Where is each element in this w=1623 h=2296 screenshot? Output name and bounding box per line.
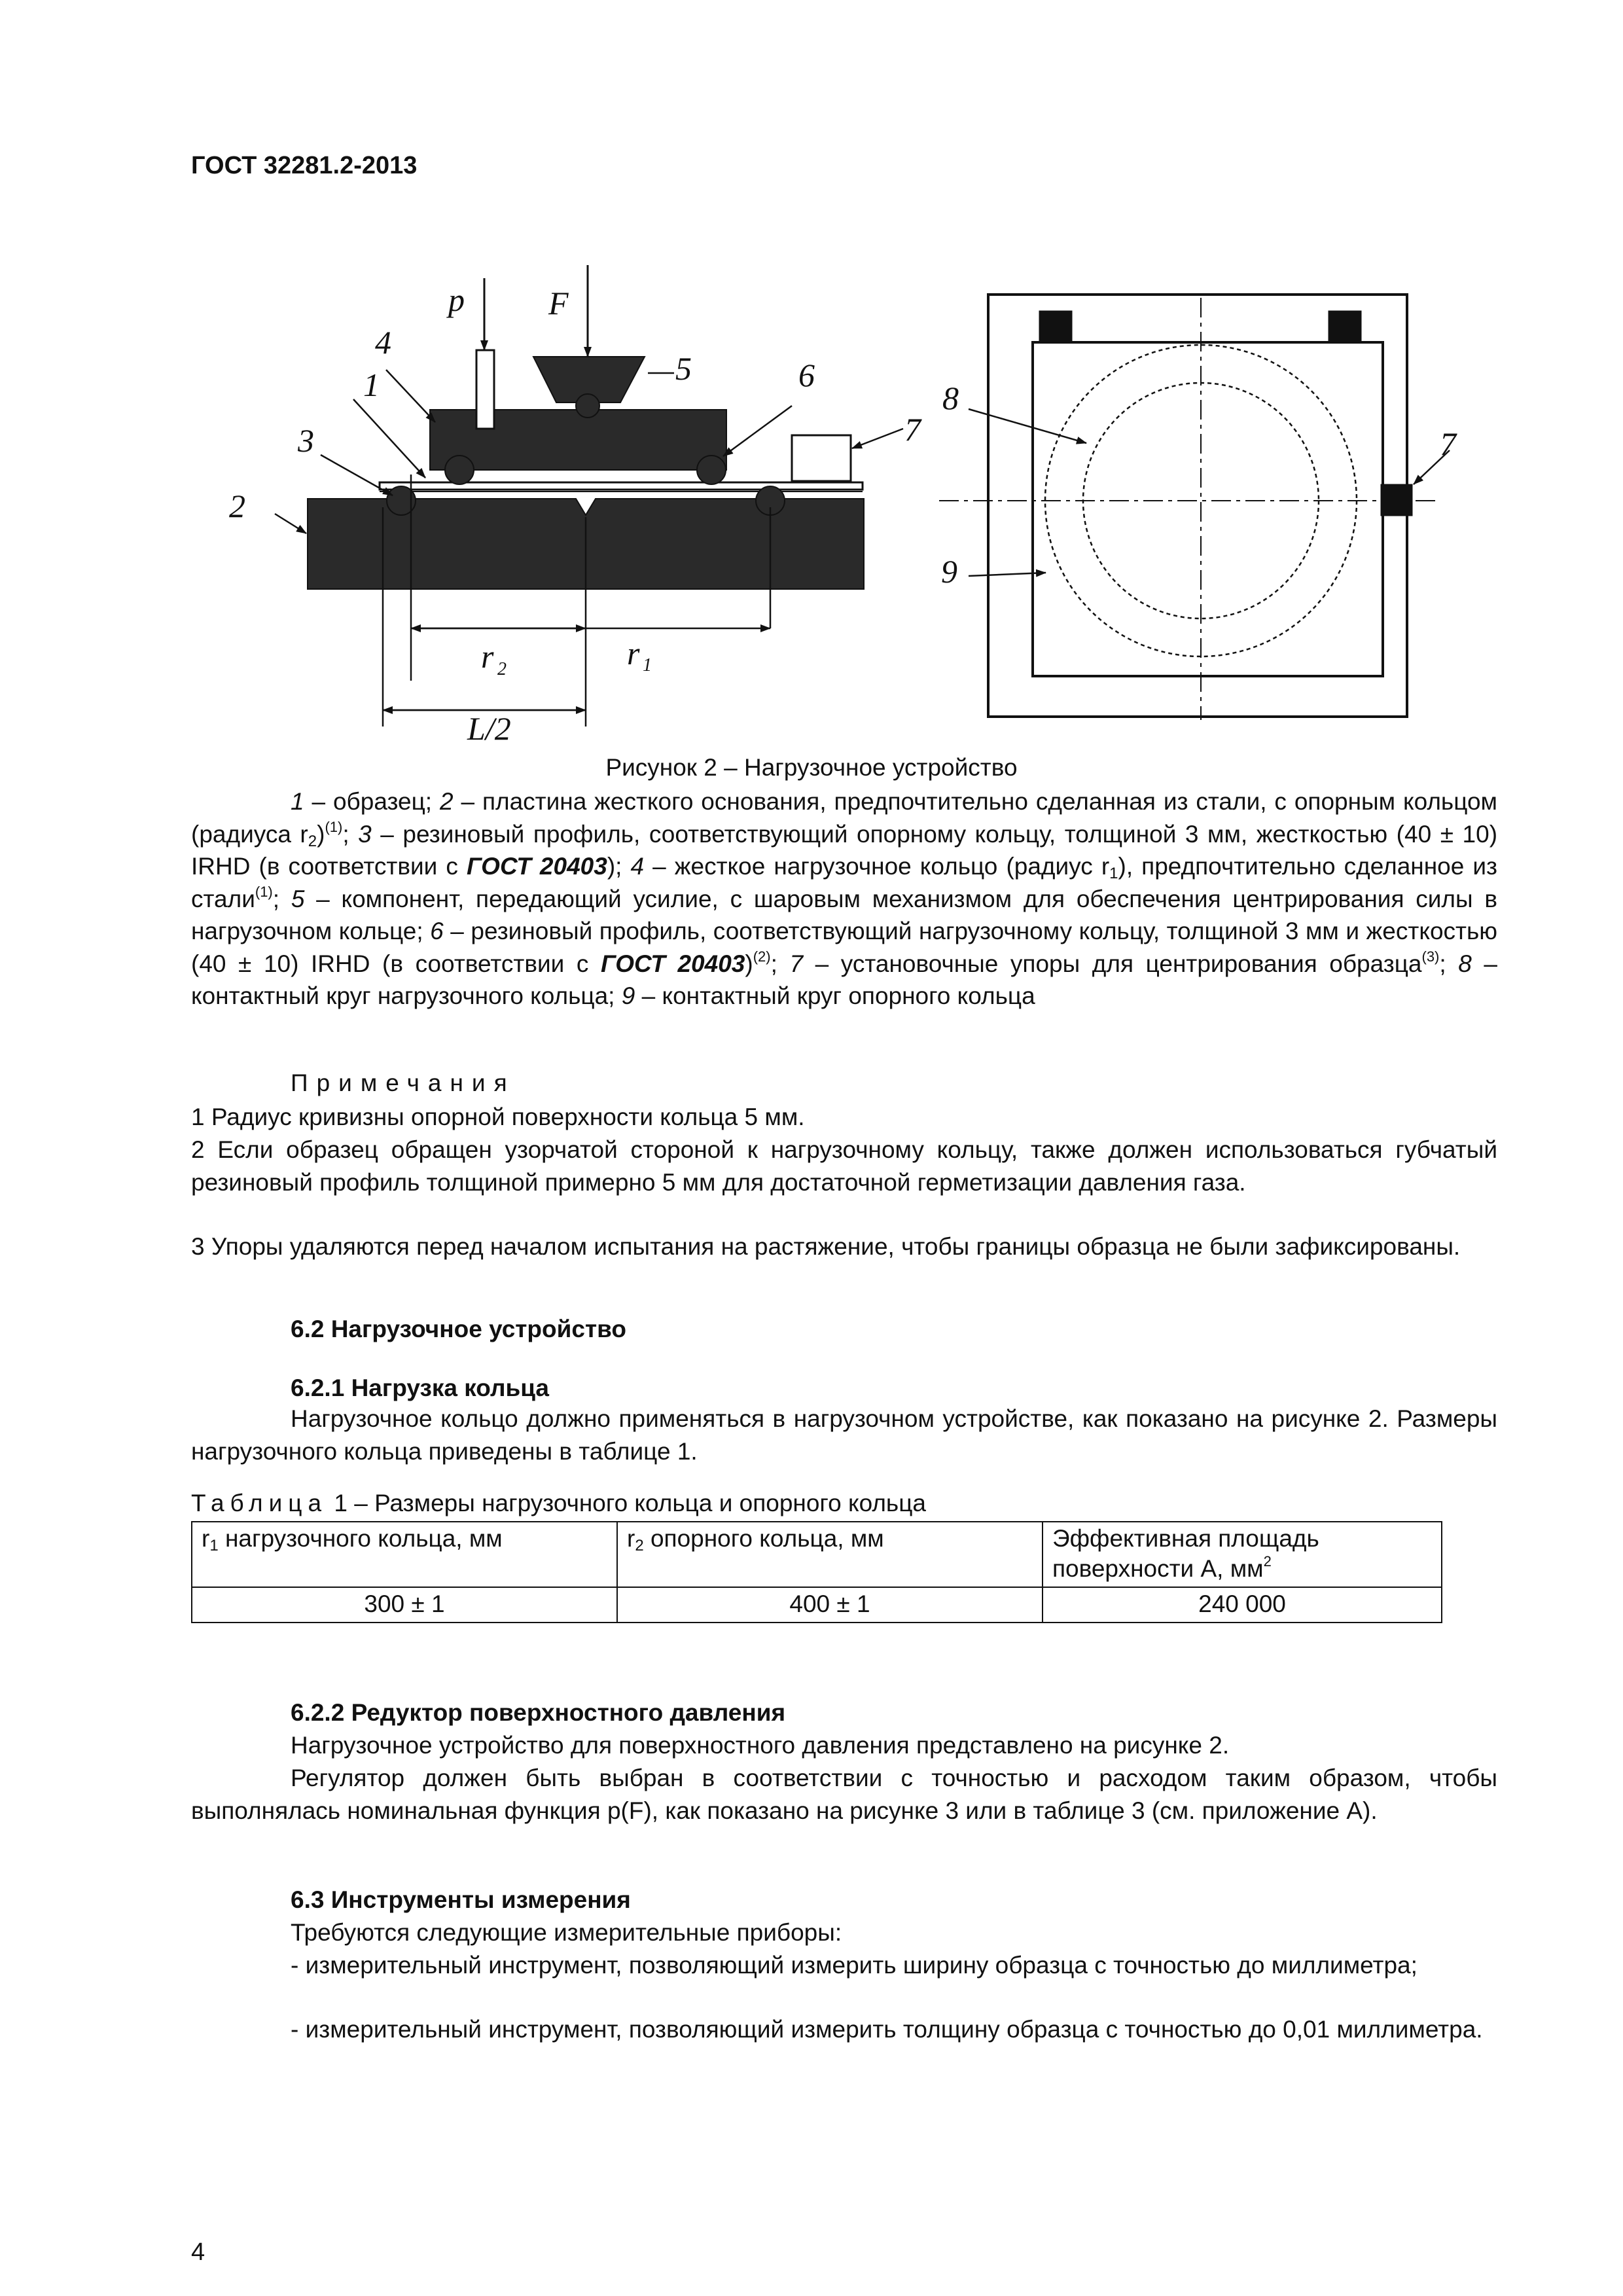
document-code: ГОСТ 32281.2-2013 bbox=[191, 152, 418, 179]
load-rubber-left bbox=[445, 456, 474, 484]
note-1: 1 Радиус кривизны опорной поверхности кольца 5 мм. bbox=[191, 1103, 805, 1130]
figure-caption: Рисунок 2 – Нагрузочное устройство bbox=[605, 754, 1018, 781]
ref-gost-20403: ГОСТ 20403 bbox=[600, 950, 745, 977]
table-cell: 300 ± 1 bbox=[192, 1587, 617, 1623]
label-F: F bbox=[548, 285, 569, 321]
label-r2: r bbox=[481, 638, 494, 675]
loading-ring bbox=[430, 410, 726, 470]
table-header-row bbox=[192, 1522, 1442, 1587]
label-L2: L/2 bbox=[467, 710, 511, 743]
section-heading-6-2-2: 6.2.2 Редуктор поверхностного давления bbox=[291, 1699, 786, 1726]
ref-gost-20403: ГОСТ 20403 bbox=[466, 853, 607, 880]
paragraph-6-3-a: Требуются следующие измерительные приборы: bbox=[291, 1919, 842, 1946]
section-heading-6-2-1: 6.2.1 Нагрузка кольца bbox=[291, 1374, 549, 1401]
label-p: p bbox=[448, 281, 465, 318]
section-heading-6-2: 6.2 Нагрузочное устройство bbox=[291, 1316, 626, 1342]
label-1: 1 bbox=[363, 367, 380, 403]
section-heading-6-3: 6.3 Инструменты измерения bbox=[291, 1886, 631, 1913]
table-title: Таблица 1 – Размеры нагрузочного кольца и опорного кольца bbox=[191, 1490, 926, 1516]
paragraph-6-3-b: - измерительный инструмент, позволяющий измерить ширину образца с точностью до миллиметра; bbox=[291, 1952, 1418, 1979]
table-ring-dimensions bbox=[191, 1521, 1442, 1623]
figure-legend: 1 – образец; 2 – пластина жесткого основания, предпочтительно сделанная из стали, с опорным кольцом (радиуса $r_2)^{(1)}$; 3 – резиновый профиль, соответствующий опорному кольцу, толщиной 3 мм, жесткостью (40 ± 10) IRHD (в соответствии с ГОСТ 20403); 4 – жесткое нагрузочное кольцо (радиус $r_1$), предпочтительно сделанное из стали$^{(1)}$; 5 – компонент, передающий усилие, с шаровым механизмом для обеспечения центрирования силы в нагрузочном кольце; 6 – резиновый профиль, соответствующий нагрузочному кольцу, толщиной 3 мм и жесткостью (40 ± 10) IRHD (в соответствии с ГОСТ 20403)$^{(2)}$; 7 – установочные упоры для центрирования образца$^{(3)}$; 8 – контактный круг нагрузочного кольца; 9 – контактный круг опорного кольца bbox=[191, 788, 1498, 1009]
label-r1-sub: 1 bbox=[643, 655, 652, 675]
table-row bbox=[192, 1587, 1442, 1623]
note-2: 2 Если образец обращен узорчатой стороной к нагрузочному кольцу, также должен использоваться губчатый резиновый профиль толщиной примерно 5 мм для достаточной герметизации давления газа. bbox=[191, 1136, 1497, 1196]
table-cell: 240 000 bbox=[1043, 1587, 1442, 1623]
label-r2-sub: 2 bbox=[497, 659, 507, 679]
stopper bbox=[792, 435, 851, 481]
paragraph-6-3-c: - измерительный инструмент, позволяющий измерить толщину образца с точностью до 0,01 миллиметра. bbox=[291, 2016, 1483, 2043]
paragraph-6-2-1: Нагрузочное кольцо должно применяться в нагрузочном устройстве, как показано на рисунке 2. Размеры нагрузочного кольца приведены в таблице 1. bbox=[191, 1405, 1497, 1465]
label-7: 7 bbox=[904, 411, 921, 448]
table-header-cell: $r_1$ нагрузочного кольца, мм bbox=[192, 1522, 617, 1587]
paragraph-6-2-2-b: Регулятор должен быть выбран в соответствии с точностью и расходом таким образом, чтобы выполнялась номинальная функция p(F), как показано на рисунке 3 или в таблице 3 (см. приложение А). bbox=[191, 1765, 1497, 1824]
specimen bbox=[380, 482, 863, 490]
label-8: 8 bbox=[942, 380, 959, 416]
figure-loading-device bbox=[216, 259, 1459, 743]
label-9: 9 bbox=[941, 553, 957, 590]
label-2: 2 bbox=[229, 488, 245, 524]
label-3: 3 bbox=[298, 422, 314, 459]
specimen-plan bbox=[1033, 342, 1383, 676]
load-rubber-right bbox=[697, 456, 726, 484]
note-3: 3 Упоры удаляются перед началом испытания на растяжение, чтобы границы образца не были зафиксированы. bbox=[191, 1233, 1461, 1260]
paragraph-6-2-2-a: Нагрузочное устройство для поверхностного давления представлено на рисунке 2. bbox=[291, 1732, 1230, 1759]
label-4: 4 bbox=[375, 324, 391, 361]
label-5: 5 bbox=[675, 350, 692, 387]
page-number: 4 bbox=[191, 2238, 205, 2266]
base-plan-outer bbox=[988, 295, 1407, 717]
table-header-cell: Эффективная площадь поверхности А, $мм^2$ bbox=[1043, 1522, 1442, 1587]
notes-heading: Примечания bbox=[291, 1069, 516, 1096]
label-r1: r bbox=[627, 635, 640, 672]
table-header-cell: $r_2$ опорного кольца, мм bbox=[617, 1522, 1043, 1587]
label-6: 6 bbox=[798, 357, 815, 393]
label-7-plan: 7 bbox=[1440, 425, 1456, 462]
pressure-tube bbox=[476, 350, 494, 429]
table-cell: 400 ± 1 bbox=[617, 1587, 1043, 1623]
